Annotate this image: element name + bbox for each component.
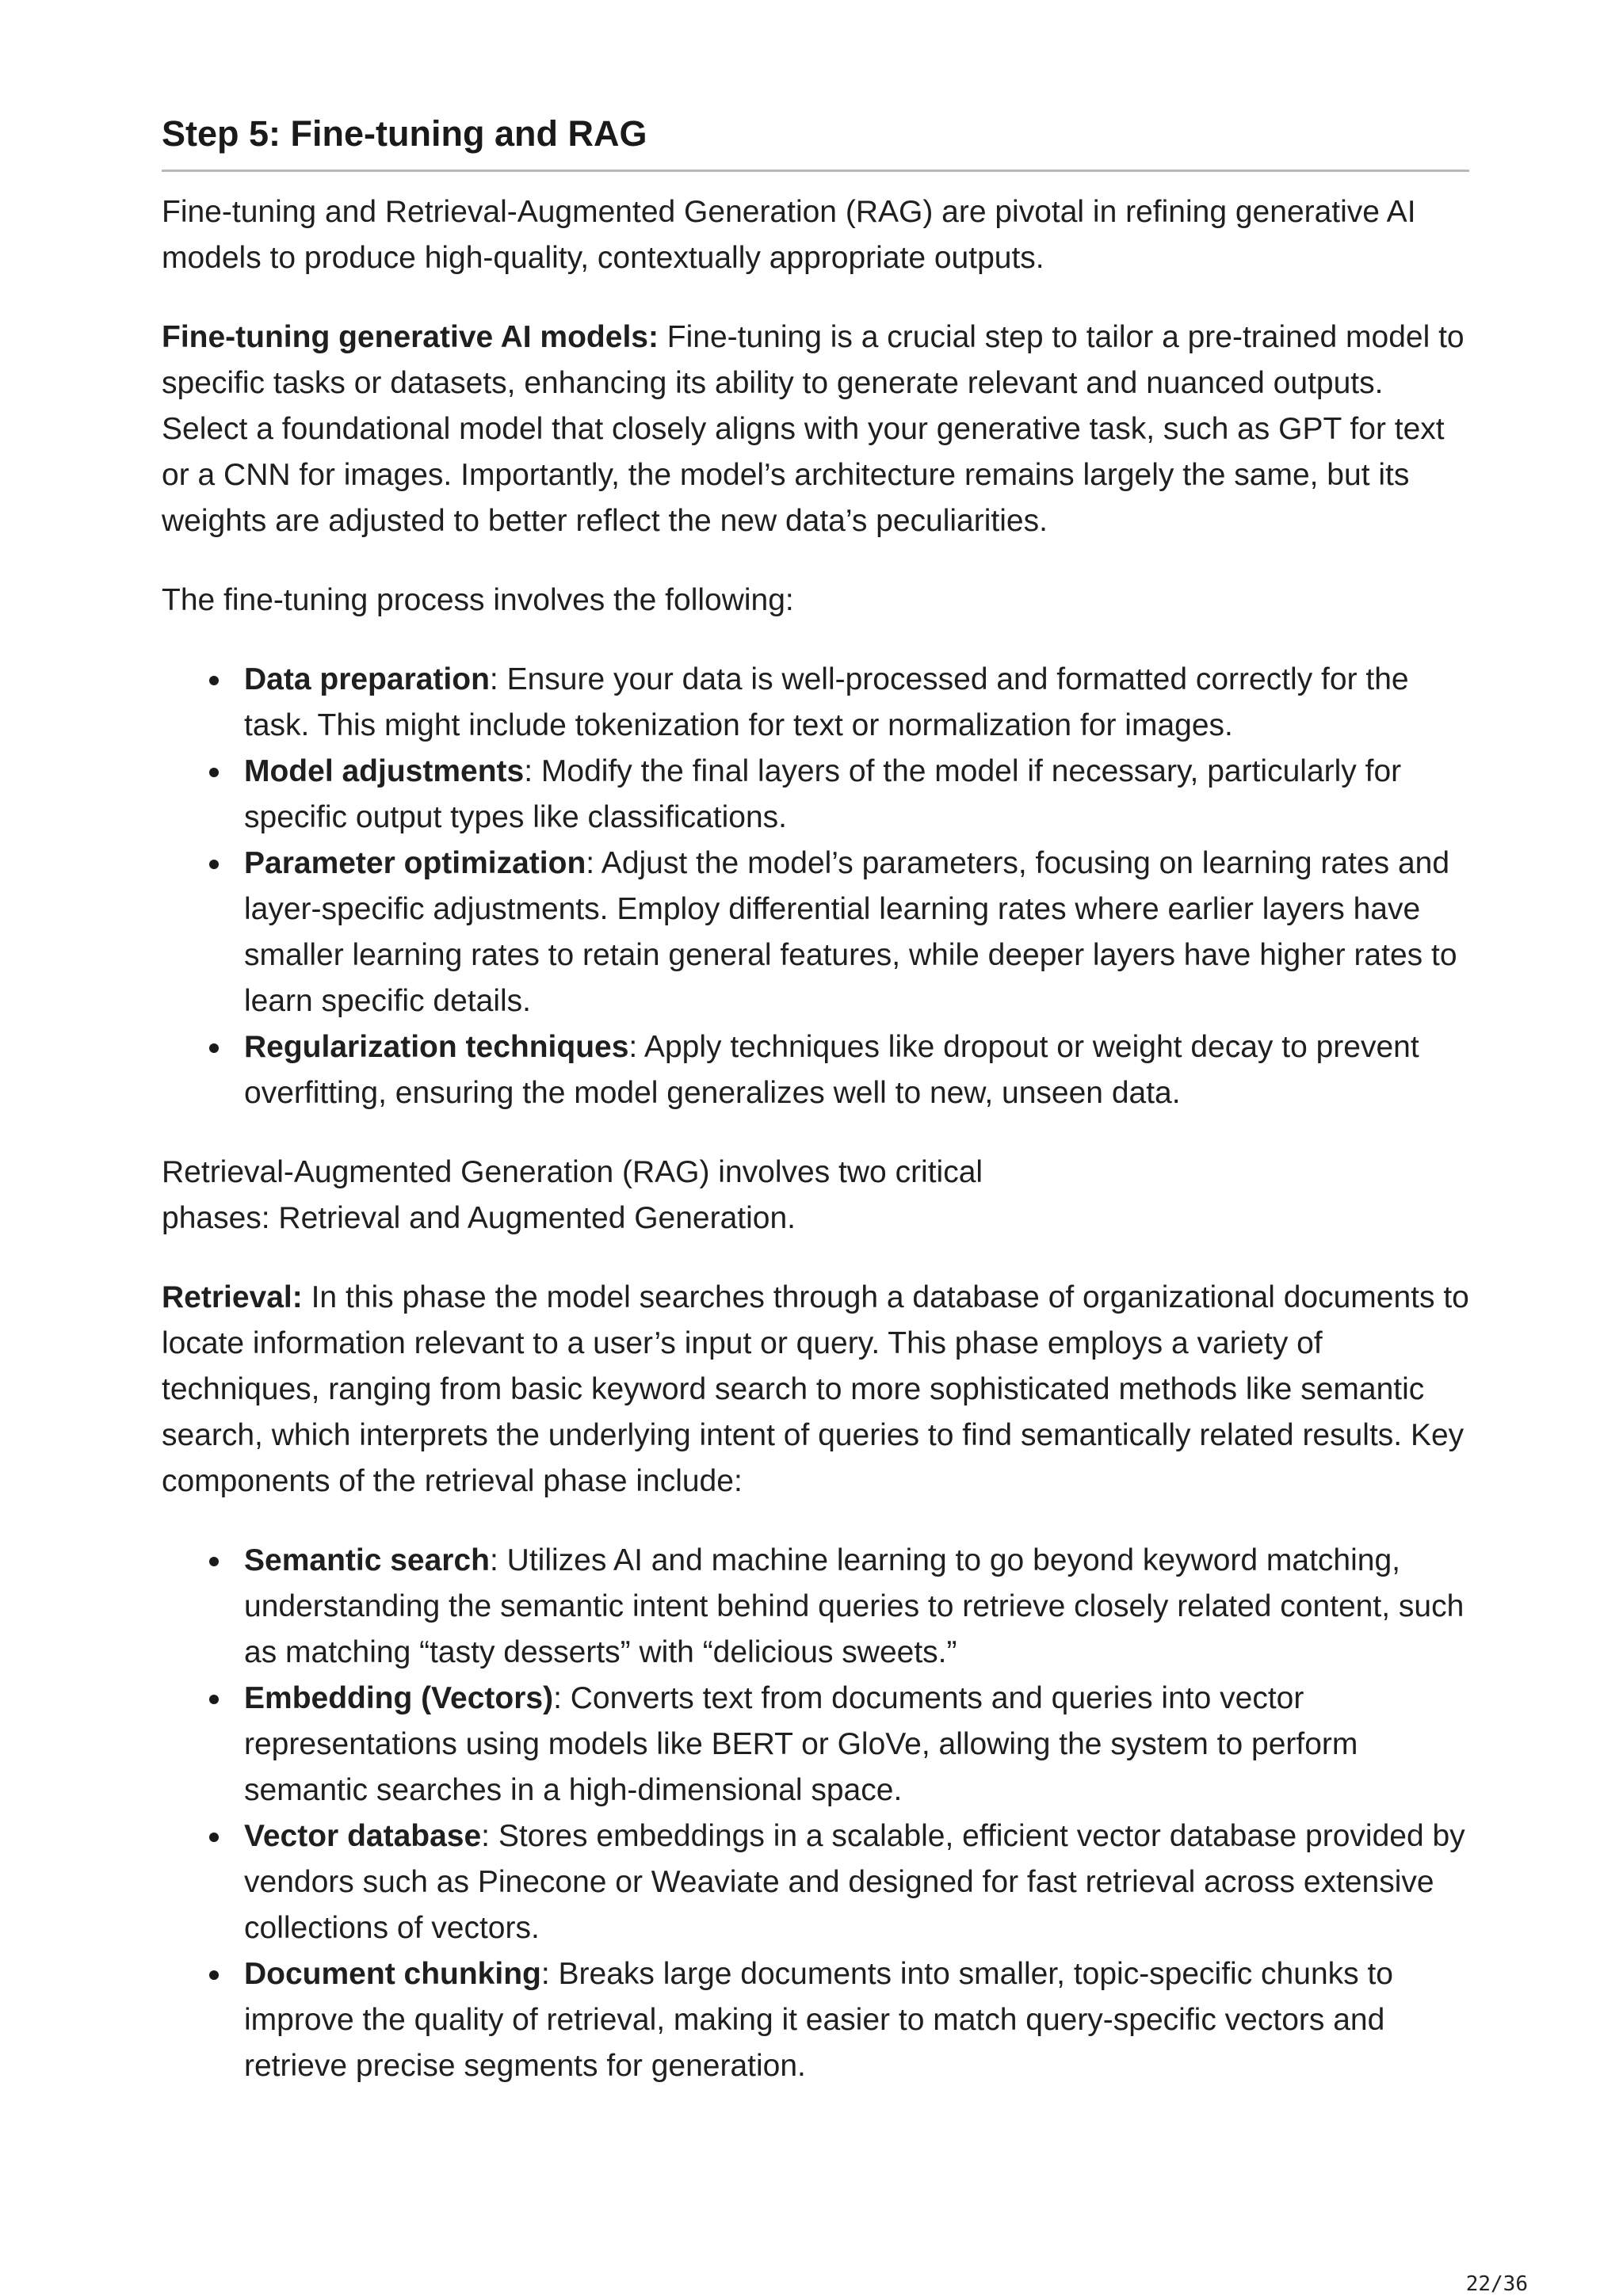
list-item-term: Document chunking bbox=[244, 1957, 541, 1991]
list-item-term: Semantic search bbox=[244, 1543, 491, 1577]
list-item-term: Vector database bbox=[244, 1819, 482, 1853]
bullet-icon bbox=[209, 768, 219, 777]
retrieval-paragraph bbox=[162, 1275, 1469, 1505]
list-item bbox=[244, 657, 1469, 749]
retrieval-text: In this phase the model searches through a database of organizational documents to locate information relevant to a user’s input or query. This phase employs a variety of techniques, ranging from basic keyword search to more sophisticated methods like semantic search, which interprets the underlying intent of queries to find semantically related results. Key components of the retrieval phase include: bbox=[162, 1280, 1469, 1498]
list-item-term: Data preparation bbox=[244, 662, 490, 696]
bullet-icon bbox=[209, 860, 219, 869]
list-item-text: : Stores embeddings in a scalable, efficient vector database provided by vendors such as Pinecone or Weaviate and designed for fast retrieval across extensive collections of vectors. bbox=[244, 1819, 1465, 1945]
list-item-text: : Modify the final layers of the model if necessary, particularly for specific output types like classifications. bbox=[244, 754, 1402, 834]
page-number: 22/36 bbox=[1465, 2272, 1528, 2296]
list-item-term: Regularization techniques bbox=[244, 1030, 629, 1064]
bullet-icon bbox=[209, 1833, 219, 1842]
finetuning-text: Fine-tuning is a crucial step to tailor a pre-trained model to specific tasks or datasets, enhancing its ability to generate relevant and nuanced outputs. Select a foundational model that closely aligns with your generative task, such as GPT for text or a CNN for images. Importantly, the model’s architecture remains largely the same, but its weights are adjusted to better reflect the new data’s peculiarities. bbox=[162, 320, 1465, 538]
list-item bbox=[244, 1676, 1469, 1814]
intro-paragraph: Fine-tuning and Retrieval-Augmented Generation (RAG) are pivotal in refining generative AI models to produce high-quality, contextually appropriate outputs. bbox=[162, 195, 1416, 275]
list-item-term: Embedding (Vectors) bbox=[244, 1681, 554, 1715]
list-item-term: Model adjustments bbox=[244, 754, 525, 788]
bullet-icon bbox=[209, 1970, 219, 1980]
process-list bbox=[162, 657, 1469, 1116]
bullet-icon bbox=[209, 676, 219, 685]
list-item bbox=[244, 1814, 1469, 1951]
list-item-term: Parameter optimization bbox=[244, 846, 586, 880]
retrieval-label: Retrieval: bbox=[162, 1280, 303, 1314]
rag-intro-line-1: Retrieval-Augmented Generation (RAG) involves two critical bbox=[162, 1155, 983, 1189]
list-item-text: : Breaks large documents into smaller, topic-specific chunks to improve the quality of retrieval, making it easier to match query-specific vectors and retrieve precise segments for generation. bbox=[244, 1957, 1393, 2083]
list-item-text: : Adjust the model’s parameters, focusing on learning rates and layer-specific adjustments. Employ differential learning rates where earlier layers have smaller learning rates to retain general features, while deeper layers have higher rates to learn specific details. bbox=[244, 846, 1457, 1018]
process-intro: The fine-tuning process involves the following: bbox=[162, 583, 794, 617]
list-item bbox=[244, 1951, 1469, 2089]
list-item bbox=[244, 1538, 1469, 1676]
bullet-icon bbox=[209, 1557, 219, 1566]
list-item-text: : Ensure your data is well-processed and formatted correctly for the task. This might include tokenization for text or normalization for images. bbox=[244, 662, 1409, 742]
retrieval-list bbox=[162, 1538, 1469, 2089]
section-heading: Step 5: Fine-tuning and RAG bbox=[162, 111, 1469, 172]
rag-intro-line-2: phases: Retrieval and Augmented Generation. bbox=[162, 1201, 796, 1235]
list-item bbox=[244, 1024, 1469, 1116]
finetuning-label: Fine-tuning generative AI models: bbox=[162, 320, 659, 354]
list-item-text: : Converts text from documents and queries into vector representations using models like BERT or GloVe, allowing the system to perform semantic searches in a high-dimensional space. bbox=[244, 1681, 1358, 1807]
list-item bbox=[244, 749, 1469, 841]
finetuning-paragraph bbox=[162, 315, 1469, 544]
document-page bbox=[162, 111, 1469, 2089]
bullet-icon bbox=[209, 1695, 219, 1704]
list-item bbox=[244, 841, 1469, 1024]
bullet-icon bbox=[209, 1043, 219, 1053]
rag-intro-paragraph bbox=[162, 1150, 1469, 1241]
list-item-text: : Utilizes AI and machine learning to go beyond keyword matching, understanding the semantic intent behind queries to retrieve closely related content, such as matching “tasty desserts” with “delicious sweets.” bbox=[244, 1543, 1465, 1669]
list-item-text: : Apply techniques like dropout or weight decay to prevent overfitting, ensuring the model generalizes well to new, unseen data. bbox=[244, 1030, 1419, 1110]
